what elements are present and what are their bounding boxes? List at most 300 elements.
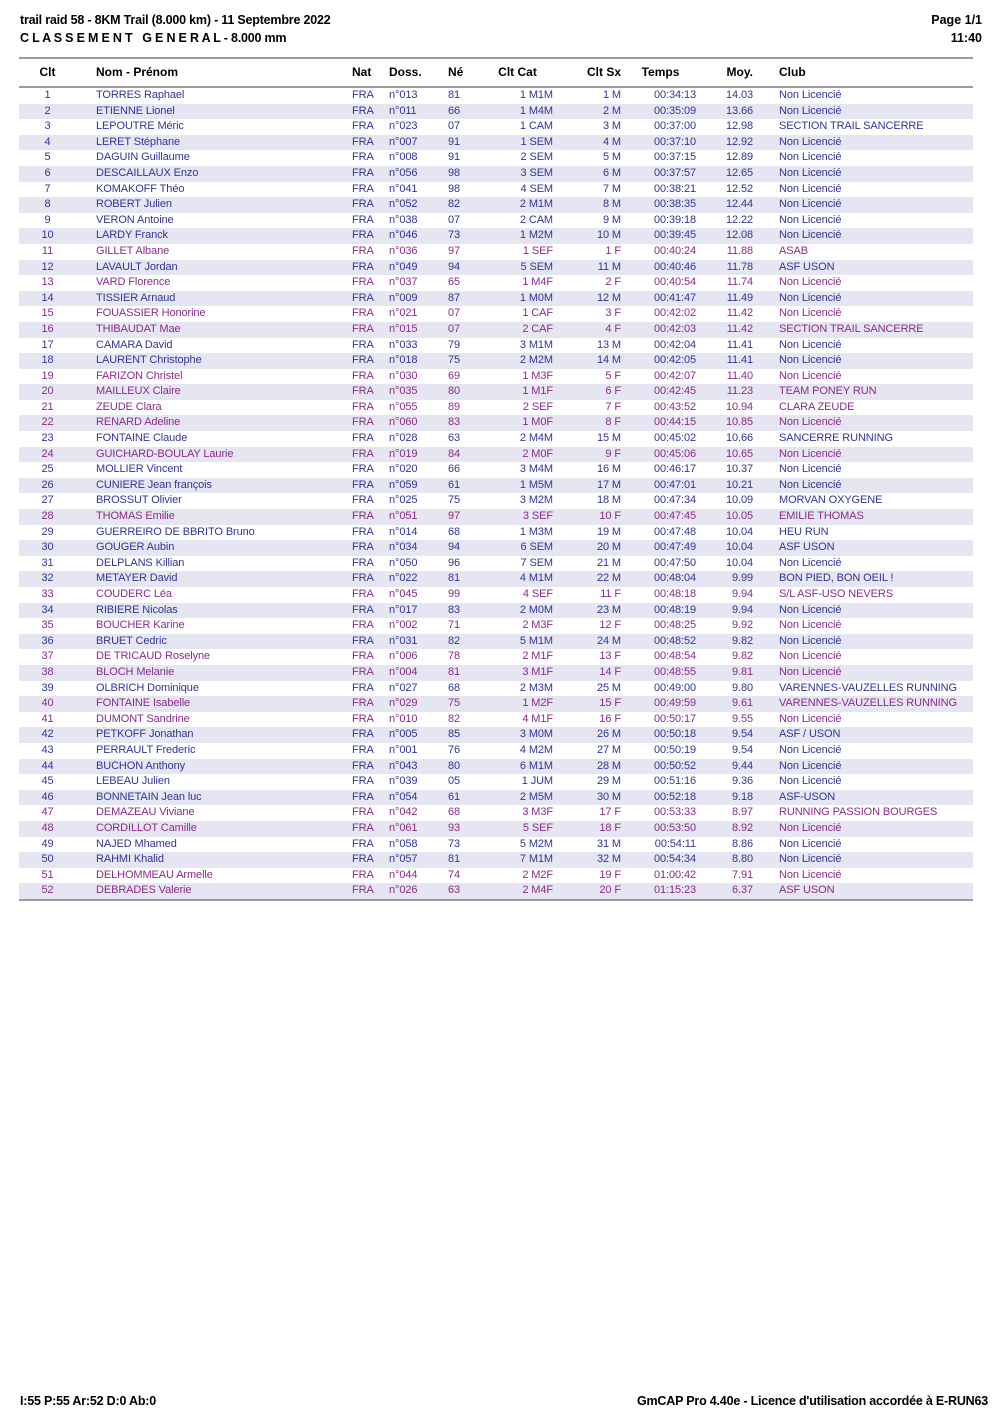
cell-moy: 9.54: [731, 728, 753, 741]
cell-nat: FRA: [352, 634, 374, 647]
cell-nat: FRA: [352, 572, 374, 585]
cell-moy: 11.42: [726, 322, 753, 335]
cell-nat: FRA: [352, 556, 374, 569]
cell-club: EMILIE THOMAS: [779, 510, 864, 523]
cell-doss: n°026: [389, 884, 418, 897]
cell-ne: 98: [448, 166, 461, 179]
cell-clt-sx: 2 M: [602, 104, 621, 117]
cell-rank: 7: [44, 182, 51, 195]
cell-ne: 99: [448, 588, 461, 600]
cell-rank: 32: [41, 572, 54, 585]
table-row: [19, 649, 973, 665]
cell-nat: FRA: [352, 743, 374, 756]
table-row: [19, 805, 973, 821]
cell-doss: n°028: [389, 432, 418, 445]
cell-temps: 00:48:18: [653, 588, 696, 600]
cell-ne: 91: [448, 135, 461, 148]
cell-nat: FRA: [352, 432, 374, 445]
cell-clt-sx: 16 M: [596, 463, 621, 476]
cell-moy: 10.66: [725, 432, 753, 445]
cell-nat: FRA: [352, 276, 374, 289]
cell-moy: 10.04: [725, 525, 753, 538]
cell-rank: 12: [41, 260, 54, 273]
cell-doss: n°037: [389, 276, 418, 289]
cell-ne: 75: [448, 697, 461, 710]
cell-clt-cat: 1 M2M: [519, 229, 553, 242]
cell-club: Non Licencié: [779, 712, 842, 725]
cell-moy: 9.44: [731, 759, 753, 772]
cell-clt-sx: 5 M: [602, 151, 621, 164]
cell-rank: 20: [41, 385, 54, 398]
cell-temps: 00:40:46: [653, 260, 696, 273]
cell-clt-sx: 10 F: [599, 510, 621, 523]
table-row: [19, 509, 973, 525]
cell-name: LAURENT Christophe: [96, 354, 202, 367]
cell-temps: 00:34:13: [653, 89, 696, 101]
cell-club: BON PIED, BON OEIL !: [779, 572, 894, 585]
cell-clt-cat: 1 M3F: [522, 369, 553, 382]
cell-club: MORVAN OXYGENE: [779, 494, 883, 507]
cell-club: Non Licencié: [779, 166, 842, 179]
cell-nat: FRA: [352, 151, 374, 164]
cell-temps: 00:37:10: [653, 135, 696, 148]
cell-doss: n°056: [389, 166, 418, 179]
cell-rank: 42: [41, 728, 54, 741]
print-time: 11:40: [950, 31, 982, 45]
cell-clt-sx: 21 M: [596, 556, 621, 569]
cell-club: CLARA ZEUDE: [779, 400, 855, 413]
cell-moy: 9.94: [731, 603, 753, 616]
cell-nat: FRA: [352, 120, 374, 133]
cell-club: Non Licencié: [779, 151, 842, 164]
cell-rank: 41: [41, 712, 54, 725]
cell-name: GUICHARD-BOULAY Laurie: [96, 447, 234, 460]
cell-name: VERON Antoine: [96, 213, 174, 226]
cell-moy: 12.44: [725, 198, 753, 211]
cell-ne: 82: [448, 634, 461, 647]
cell-doss: n°045: [389, 588, 418, 600]
cell-ne: 97: [448, 244, 461, 257]
cell-temps: 00:38:21: [653, 182, 696, 195]
cell-clt-cat: 2 M2M: [519, 354, 553, 367]
cell-name: NAJED Mhamed: [96, 837, 177, 850]
cell-rank: 35: [41, 619, 54, 632]
cell-name: RAHMI Khalid: [96, 853, 164, 866]
column-header-temps: Temps: [641, 65, 680, 79]
cell-ne: 68: [448, 806, 461, 819]
table-row: [19, 447, 973, 463]
cell-doss: n°049: [389, 260, 418, 273]
cell-moy: 10.09: [725, 494, 753, 507]
cell-doss: n°050: [389, 556, 418, 569]
cell-club: ASF USON: [779, 260, 835, 273]
cell-clt-cat: 4 SEF: [522, 588, 553, 600]
cell-nat: FRA: [352, 198, 374, 211]
cell-clt-cat: 3 M3F: [522, 806, 553, 819]
cell-nat: FRA: [352, 790, 374, 803]
cell-ne: 66: [448, 104, 461, 117]
cell-clt-cat: 1 JUM: [521, 775, 553, 788]
cell-moy: 10.04: [725, 556, 753, 569]
cell-doss: n°057: [389, 853, 418, 866]
cell-rank: 31: [41, 556, 54, 569]
cell-clt-cat: 4 M1F: [522, 712, 553, 725]
cell-rank: 23: [41, 432, 54, 445]
cell-clt-sx: 4 M: [602, 135, 621, 148]
cell-clt-sx: 22 M: [596, 572, 621, 585]
cell-doss: n°023: [389, 120, 418, 133]
cell-doss: n°046: [389, 229, 418, 242]
table-row: [19, 322, 973, 338]
cell-nat: FRA: [352, 697, 374, 710]
cell-clt-cat: 1 M2F: [522, 697, 553, 710]
cell-moy: 11.88: [726, 244, 753, 257]
cell-name: PERRAULT Frederic: [96, 743, 196, 756]
cell-temps: 00:37:15: [653, 151, 696, 164]
cell-doss: n°002: [389, 619, 418, 632]
cell-club: SECTION TRAIL SANCERRE: [779, 120, 924, 133]
table-row: [19, 759, 973, 775]
cell-clt-cat: 1 M1F: [522, 385, 553, 398]
cell-ne: 81: [448, 853, 461, 866]
cell-club: ASAB: [779, 244, 808, 257]
table-row: [19, 384, 973, 400]
cell-name: DESCAILLAUX Enzo: [96, 166, 199, 179]
cell-clt-sx: 7 F: [605, 400, 621, 413]
cell-clt-sx: 14 M: [596, 354, 621, 367]
cell-club: ASF / USON: [779, 728, 841, 741]
cell-nat: FRA: [352, 447, 374, 460]
table-row: [19, 837, 973, 853]
cell-clt-sx: 12 F: [599, 619, 621, 632]
cell-ne: 81: [448, 665, 461, 678]
cell-moy: 8.80: [731, 853, 753, 866]
cell-moy: 12.92: [725, 135, 753, 148]
cell-clt-sx: 24 M: [596, 634, 621, 647]
cell-ne: 83: [448, 603, 461, 616]
results-table: [19, 57, 973, 901]
cell-moy: 9.54: [731, 743, 753, 756]
cell-clt-sx: 15 F: [599, 697, 621, 710]
cell-rank: 36: [41, 634, 54, 647]
cell-temps: 00:47:50: [653, 556, 696, 569]
cell-name: ZEUDE Clara: [96, 400, 162, 413]
table-row: [19, 712, 973, 728]
table-row: [19, 353, 973, 369]
cell-ne: 68: [448, 525, 461, 538]
cell-name: VARD Florence: [96, 276, 171, 289]
cell-clt-sx: 8 M: [602, 198, 621, 211]
cell-name: DEBRADES Valerie: [96, 884, 192, 897]
cell-moy: 7.91: [731, 868, 753, 881]
cell-moy: 12.22: [725, 213, 753, 226]
cell-clt-sx: 10 M: [596, 229, 621, 242]
cell-rank: 39: [41, 681, 54, 694]
cell-clt-sx: 8 F: [605, 416, 621, 429]
cell-clt-cat: 1 M0F: [522, 416, 553, 429]
cell-rank: 15: [41, 307, 54, 320]
cell-name: DEMAZEAU Viviane: [96, 806, 195, 819]
footer-license: GmCAP Pro 4.40e - Licence d'utilisation accordée à E-RUN63: [637, 1394, 988, 1408]
cell-rank: 43: [41, 743, 54, 756]
column-header-doss: Doss.: [389, 65, 422, 79]
cell-moy: 8.97: [731, 806, 753, 819]
cell-rank: 40: [41, 697, 54, 710]
cell-temps: 00:37:00: [653, 120, 696, 133]
cell-clt-cat: 2 SEF: [522, 400, 553, 413]
cell-rank: 18: [41, 354, 54, 367]
cell-temps: 00:54:11: [654, 837, 696, 850]
cell-doss: n°030: [389, 369, 418, 382]
cell-temps: 00:48:19: [653, 603, 696, 616]
cell-clt-sx: 18 M: [596, 494, 621, 507]
cell-nat: FRA: [352, 89, 374, 101]
cell-nat: FRA: [352, 229, 374, 242]
cell-name: BONNETAIN Jean luc: [96, 790, 202, 803]
cell-temps: 00:42:02: [653, 307, 696, 320]
cell-name: THOMAS Emilie: [96, 510, 175, 523]
cell-moy: 11.40: [726, 369, 753, 382]
cell-temps: 00:41:47: [653, 291, 696, 304]
cell-rank: 14: [41, 291, 54, 304]
cell-temps: 00:42:07: [653, 369, 696, 382]
cell-rank: 44: [41, 759, 54, 772]
table-row: [19, 166, 973, 182]
cell-moy: 9.36: [731, 775, 753, 788]
cell-nat: FRA: [352, 463, 374, 476]
cell-doss: n°011: [389, 104, 417, 117]
cell-doss: n°055: [389, 400, 418, 413]
cell-moy: 11.41: [726, 338, 753, 351]
cell-moy: 12.98: [725, 120, 753, 133]
cell-temps: 00:53:33: [653, 806, 696, 819]
cell-rank: 8: [44, 198, 51, 211]
cell-rank: 45: [41, 775, 54, 788]
cell-name: DE TRICAUD Roselyne: [96, 650, 211, 663]
table-row: [19, 291, 973, 307]
cell-ne: 75: [448, 354, 461, 367]
table-row: [19, 338, 973, 354]
cell-ne: 76: [448, 743, 461, 756]
cell-ne: 97: [448, 510, 461, 523]
cell-doss: n°014: [389, 525, 418, 538]
cell-doss: n°060: [389, 416, 418, 429]
cell-ne: 93: [448, 821, 461, 834]
cell-moy: 13.66: [725, 104, 753, 117]
cell-clt-cat: 4 SEM: [520, 182, 553, 195]
cell-clt-sx: 32 M: [596, 853, 621, 866]
cell-rank: 9: [44, 213, 51, 226]
cell-rank: 33: [41, 588, 54, 600]
cell-doss: n°009: [389, 291, 418, 304]
cell-moy: 9.81: [731, 665, 753, 678]
cell-club: Non Licencié: [779, 743, 842, 756]
table-row: [19, 478, 973, 494]
cell-club: Non Licencié: [779, 89, 842, 101]
cell-doss: n°031: [389, 634, 418, 647]
cell-rank: 46: [41, 790, 54, 803]
cell-moy: 14.03: [725, 89, 753, 101]
cell-moy: 12.89: [725, 151, 753, 164]
cell-rank: 13: [41, 276, 54, 289]
table-row: [19, 618, 973, 634]
cell-rank: 37: [41, 650, 54, 663]
cell-name: CUNIERE Jean françois: [96, 478, 212, 491]
cell-rank: 27: [41, 494, 54, 507]
cell-clt-sx: 6 M: [602, 166, 621, 179]
cell-nat: FRA: [352, 385, 374, 398]
cell-club: Non Licencié: [779, 868, 842, 881]
cell-doss: n°058: [389, 837, 418, 850]
cell-ne: 07: [448, 322, 461, 335]
cell-moy: 9.61: [731, 697, 753, 710]
cell-nat: FRA: [352, 728, 374, 741]
cell-name: PETKOFF Jonathan: [96, 728, 194, 741]
cell-temps: 00:42:05: [653, 354, 696, 367]
cell-moy: 9.55: [731, 712, 753, 725]
cell-club: Non Licencié: [779, 759, 842, 772]
cell-doss: n°052: [389, 198, 418, 211]
cell-clt-sx: 1 F: [605, 244, 621, 257]
cell-ne: 63: [448, 432, 461, 445]
table-row: [19, 369, 973, 385]
cell-clt-sx: 13 M: [596, 338, 621, 351]
cell-doss: n°042: [389, 806, 418, 819]
cell-ne: 68: [448, 681, 461, 694]
cell-temps: 00:54:34: [653, 853, 696, 866]
cell-moy: 9.82: [731, 634, 753, 647]
cell-ne: 05: [448, 775, 461, 788]
cell-ne: 74: [448, 868, 461, 881]
cell-clt-sx: 15 M: [596, 432, 621, 445]
cell-club: TEAM PONEY RUN: [779, 385, 877, 398]
cell-ne: 79: [448, 338, 461, 351]
cell-club: Non Licencié: [779, 291, 842, 304]
table-row: [19, 883, 973, 899]
cell-name: LARDY Franck: [96, 229, 168, 242]
cell-doss: n°029: [389, 697, 418, 710]
cell-club: VARENNES-VAUZELLES RUNNING: [779, 697, 957, 710]
cell-rank: 19: [41, 369, 54, 382]
cell-ne: 07: [448, 307, 461, 320]
table-row: [19, 244, 973, 260]
cell-club: Non Licencié: [779, 821, 842, 834]
cell-clt-sx: 9 F: [605, 447, 621, 460]
cell-temps: 00:39:45: [653, 229, 696, 242]
cell-club: Non Licencié: [779, 104, 842, 117]
cell-moy: 8.92: [731, 821, 753, 834]
cell-rank: 52: [41, 884, 54, 897]
cell-nat: FRA: [352, 665, 374, 678]
cell-rank: 11: [41, 244, 54, 257]
cell-nat: FRA: [352, 354, 374, 367]
cell-rank: 50: [41, 853, 54, 866]
cell-clt-sx: 7 M: [602, 182, 621, 195]
table-row: [19, 493, 973, 509]
table-row: [19, 774, 973, 790]
cell-moy: 9.99: [731, 572, 753, 585]
cell-ne: 61: [448, 790, 461, 803]
table-row: [19, 556, 973, 572]
cell-club: Non Licencié: [779, 447, 842, 460]
cell-clt-sx: 31 M: [596, 837, 621, 850]
cell-moy: 10.94: [725, 400, 753, 413]
table-row: [19, 868, 973, 884]
cell-name: BUCHON Anthony: [96, 759, 186, 772]
cell-clt-cat: 3 M4M: [519, 463, 553, 476]
cell-club: Non Licencié: [779, 603, 842, 616]
cell-doss: n°021: [389, 307, 418, 320]
cell-clt-cat: 1 M4M: [519, 104, 553, 117]
cell-ne: 80: [448, 385, 461, 398]
cell-doss: n°035: [389, 385, 418, 398]
cell-ne: 83: [448, 416, 461, 429]
cell-temps: 00:45:06: [653, 447, 696, 460]
cell-doss: n°008: [389, 151, 418, 164]
cell-clt-sx: 23 M: [596, 603, 621, 616]
cell-temps: 00:49:00: [653, 681, 696, 694]
cell-name: LEPOUTRE Méric: [96, 120, 184, 133]
cell-clt-sx: 1 M: [602, 89, 621, 101]
table-row: [19, 821, 973, 837]
cell-temps: 01:15:23: [653, 884, 696, 897]
cell-clt-cat: 3 SEM: [520, 166, 553, 179]
column-header-nat: Nat: [352, 65, 372, 79]
cell-clt-sx: 3 F: [605, 307, 621, 320]
cell-name: GUERREIRO DE BBRITO Bruno: [96, 525, 255, 538]
cell-clt-cat: 3 SEF: [522, 510, 553, 523]
cell-temps: 00:45:02: [653, 432, 696, 445]
cell-temps: 00:48:52: [653, 634, 696, 647]
cell-clt-sx: 17 F: [599, 806, 621, 819]
table-row: [19, 727, 973, 743]
cell-temps: 00:44:15: [653, 416, 696, 429]
table-row: [19, 415, 973, 431]
cell-clt-sx: 20 M: [596, 541, 621, 554]
cell-club: SANCERRE RUNNING: [779, 432, 893, 445]
cell-doss: n°038: [389, 213, 418, 226]
cell-temps: 00:35:09: [653, 104, 696, 117]
cell-moy: 9.18: [731, 790, 753, 803]
cell-club: ASF USON: [779, 884, 835, 897]
cell-name: THIBAUDAT Mae: [96, 322, 181, 335]
cell-club: Non Licencié: [779, 276, 842, 289]
cell-club: Non Licencié: [779, 775, 842, 788]
cell-name: TORRES Raphael: [96, 89, 185, 101]
cell-moy: 8.86: [731, 837, 753, 850]
cell-ne: 66: [448, 463, 461, 476]
cell-clt-sx: 18 F: [599, 821, 621, 834]
cell-rank: 34: [41, 603, 54, 616]
cell-temps: 00:48:55: [653, 665, 696, 678]
column-header-rank: Clt: [39, 65, 56, 79]
cell-nat: FRA: [352, 603, 374, 616]
page-subtitle: C L A S S E M E N T G E N E R A L - 8.000 mm: [20, 31, 287, 45]
cell-rank: 21: [41, 400, 54, 413]
cell-ne: 82: [448, 712, 461, 725]
cell-clt-cat: 6 SEM: [520, 541, 553, 554]
cell-clt-cat: 2 M4M: [519, 432, 553, 445]
column-header-clt-cat: Clt Cat: [498, 65, 537, 79]
cell-temps: 00:50:19: [653, 743, 696, 756]
cell-rank: 4: [44, 135, 51, 148]
cell-clt-cat: 2 SEM: [520, 151, 553, 164]
cell-moy: 6.37: [731, 884, 753, 897]
table-row: [19, 275, 973, 291]
cell-nat: FRA: [352, 759, 374, 772]
cell-nat: FRA: [352, 853, 374, 866]
cell-nat: FRA: [352, 681, 374, 694]
